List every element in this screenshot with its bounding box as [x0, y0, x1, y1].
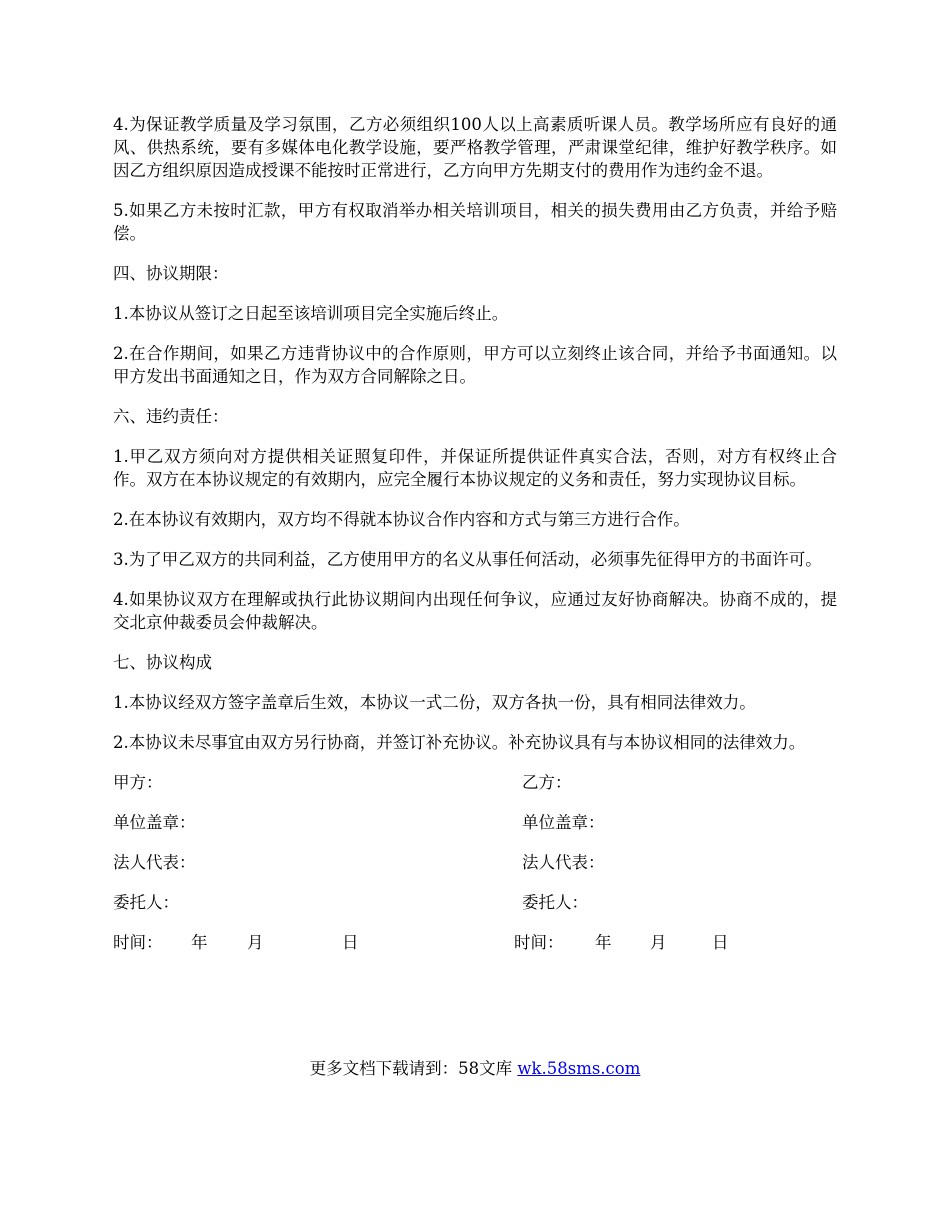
month-a-label: 月 — [247, 933, 264, 952]
rep-b-label: 法人代表： — [522, 853, 605, 872]
download-footer — [0, 1057, 950, 1080]
time-a-label: 时间： — [113, 933, 163, 952]
clause-paragraph: 1.本协议从签订之日起至该培训项目完全实施后终止。 — [113, 304, 509, 323]
footer-text: 更多文档下载请到：58文库 — [309, 1059, 518, 1078]
clause-paragraph: 2.在合作期间，如果乙方违背协议中的合作原则，甲方可以立刻终止该合同，并给予书面通知。以甲方发出书面通知之日，作为双方合同解除之日。 — [113, 344, 837, 386]
clause-paragraph: 2.在本协议有效期内，双方均不得就本协议合作内容和方式与第三方进行合作。 — [113, 510, 690, 529]
signature-date-row — [113, 931, 837, 954]
signature-representative-row — [113, 851, 837, 874]
time-b-label: 时间： — [514, 933, 564, 952]
clause-paragraph: 1.甲乙双方须向对方提供相关证照复印件，并保证所提供证件真实合法，否则，对方有权终止合作。双方在本协议规定的有效期内，应完全履行本协议规定的义务和责任，努力实现协议目标。 — [113, 447, 837, 489]
clause-paragraph: 5.如果乙方未按时汇款，甲方有权取消举办相关培训项目，相关的损失费用由乙方负责，并给予赔偿。 — [113, 201, 837, 243]
party-b-label: 乙方： — [522, 773, 572, 792]
clause-paragraph: 4.为保证教学质量及学习氛围，乙方必须组织100人以上高素质听课人员。教学场所应有良好的通风、供热系统，要有多媒体电化教学设施，要严格教学管理，严肃课堂纪律，维护好教学秩序。如因乙方组织原因造成授课不能按时正常进行，乙方向甲方先期支付的费用作为违约金不退。 — [113, 115, 837, 180]
clause-paragraph: 1.本协议经双方签字盖章后生效，本协议一式二份，双方各执一份，具有相同法律效力。 — [113, 693, 756, 712]
clause-paragraph: 2.本协议未尽事宜由双方另行协商，并签订补充协议。补充协议具有与本协议相同的法律效力。 — [113, 733, 806, 752]
year-b-label: 年 — [595, 933, 612, 952]
signature-seal-row — [113, 811, 837, 834]
seal-b-label: 单位盖章： — [522, 813, 605, 832]
agent-b-label: 委托人： — [522, 893, 588, 912]
clause-paragraph: 4.如果协议双方在理解或执行此协议期间内出现任何争议，应通过友好协商解决。协商不成的，提交北京仲裁委员会仲裁解决。 — [113, 590, 837, 632]
party-a-label: 甲方： — [113, 773, 163, 792]
agent-a-label: 委托人： — [113, 893, 179, 912]
clause-paragraph: 3.为了甲乙双方的共同利益，乙方使用甲方的名义从事任何活动，必须事先征得甲方的书面许可。 — [113, 550, 822, 569]
seal-a-label: 单位盖章： — [113, 813, 196, 832]
section-heading: 七、协议构成 — [113, 653, 212, 672]
section-heading: 四、协议期限： — [113, 264, 229, 283]
month-b-label: 月 — [650, 933, 667, 952]
footer-site-link[interactable]: wk.58sms.com — [517, 1059, 641, 1078]
signature-agent-row — [113, 891, 837, 914]
year-a-label: 年 — [191, 933, 208, 952]
document-body — [113, 113, 837, 971]
section-heading: 六、违约责任： — [113, 407, 229, 426]
rep-a-label: 法人代表： — [113, 853, 196, 872]
signature-party-row — [113, 771, 837, 794]
day-a-label: 日 — [342, 933, 359, 952]
day-b-label: 日 — [712, 933, 729, 952]
